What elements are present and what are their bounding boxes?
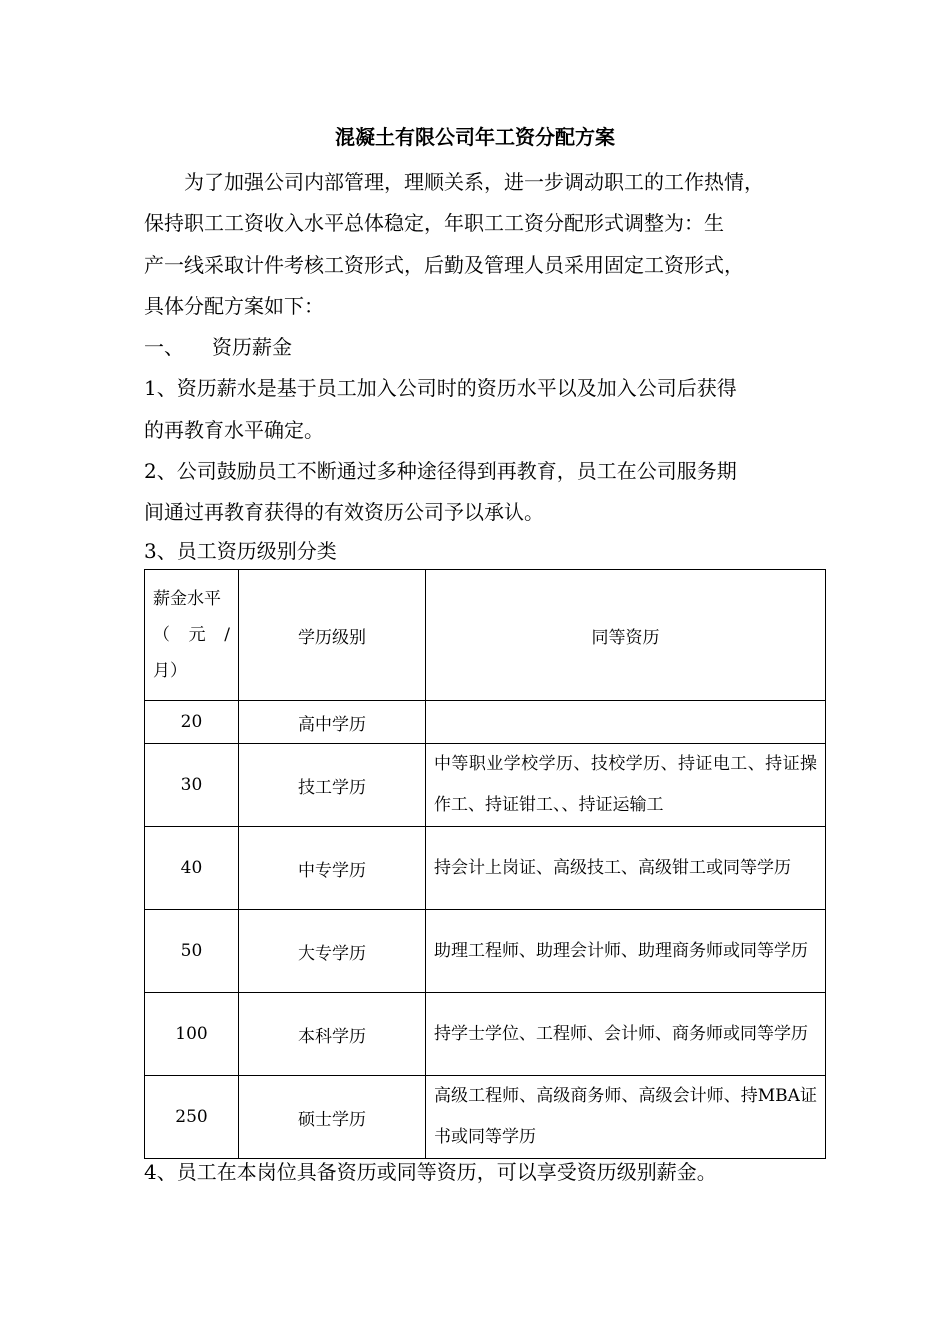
cell-salary: 50 xyxy=(145,910,239,993)
cell-equivalent: 高级工程师、高级商务师、高级会计师、持MBA证书或同等学历 xyxy=(426,1076,826,1159)
intro-line-4: 具体分配方案如下： xyxy=(144,294,324,318)
table-row xyxy=(145,1076,826,1159)
table-row xyxy=(145,827,826,910)
cell-equivalent: 持会计上岗证、高级技工、高级钳工或同等学历 xyxy=(426,827,826,910)
header-slash: / xyxy=(224,625,230,645)
header-equivalent: 同等资历 xyxy=(426,570,826,701)
cell-level: 高中学历 xyxy=(239,701,426,744)
item-2-line-2: 间通过再教育获得的有效资历公司予以承认。 xyxy=(144,500,544,524)
cell-salary: 250 xyxy=(145,1076,239,1159)
cell-level: 大专学历 xyxy=(239,910,426,993)
header-education-level: 学历级别 xyxy=(239,570,426,701)
item-2-line-1: 2、公司鼓励员工不断通过多种途径得到再教育，员工在公司服务期 xyxy=(144,459,737,483)
section-heading xyxy=(144,327,834,369)
header-salary-line-3: 月） xyxy=(153,661,187,681)
item-1-line-2: 的再教育水平确定。 xyxy=(144,418,324,442)
table-header-row xyxy=(145,570,826,701)
cell-level: 硕士学历 xyxy=(239,1076,426,1159)
table-row xyxy=(145,993,826,1076)
item-4: 4、员工在本岗位具备资历或同等资历，可以享受资历级别薪金。 xyxy=(144,1160,717,1184)
cell-equivalent: 助理工程师、助理会计师、助理商务师或同等学历 xyxy=(426,910,826,993)
item-1-line-1: 1、资历薪水是基于员工加入公司时的资历水平以及加入公司后获得 xyxy=(144,376,737,400)
cell-salary: 30 xyxy=(145,744,239,827)
cell-level: 中专学历 xyxy=(239,827,426,910)
table-row xyxy=(145,744,826,827)
salary-table xyxy=(144,569,826,1159)
cell-equivalent: 持学士学位、工程师、会计师、商务师或同等学历 xyxy=(426,993,826,1076)
header-salary-line-1: 薪金水平 xyxy=(153,589,221,609)
cell-equivalent: 中等职业学校学历、技校学历、持证电工、持证操作工、持证钳工、、持证运输工 xyxy=(426,744,826,827)
header-unit: 元 xyxy=(188,625,206,645)
header-salary-line-2 xyxy=(153,617,230,653)
table-row xyxy=(145,701,826,744)
cell-salary: 100 xyxy=(145,993,239,1076)
section-title: 资历薪金 xyxy=(212,335,292,359)
section-number: 一、 xyxy=(144,335,184,359)
intro-line-1: 为了加强公司内部管理，理顺关系，进一步调动职工的工作热情， xyxy=(184,170,764,194)
cell-equivalent xyxy=(426,701,826,744)
header-paren: （ xyxy=(153,625,170,645)
header-salary-level xyxy=(145,570,239,701)
cell-level: 技工学历 xyxy=(239,744,426,827)
intro-line-2: 保持职工工资收入水平总体稳定，年职工工资分配形式调整为：生 xyxy=(144,211,724,235)
document-title: 混凝土有限公司年工资分配方案 xyxy=(335,125,615,149)
item-3: 3、员工资历级别分类 xyxy=(144,539,337,563)
intro-line-3: 产一线采取计件考核工资形式，后勤及管理人员采用固定工资形式， xyxy=(144,253,744,277)
cell-salary: 40 xyxy=(145,827,239,910)
cell-salary: 20 xyxy=(145,701,239,744)
table-row xyxy=(145,910,826,993)
cell-level: 本科学历 xyxy=(239,993,426,1076)
